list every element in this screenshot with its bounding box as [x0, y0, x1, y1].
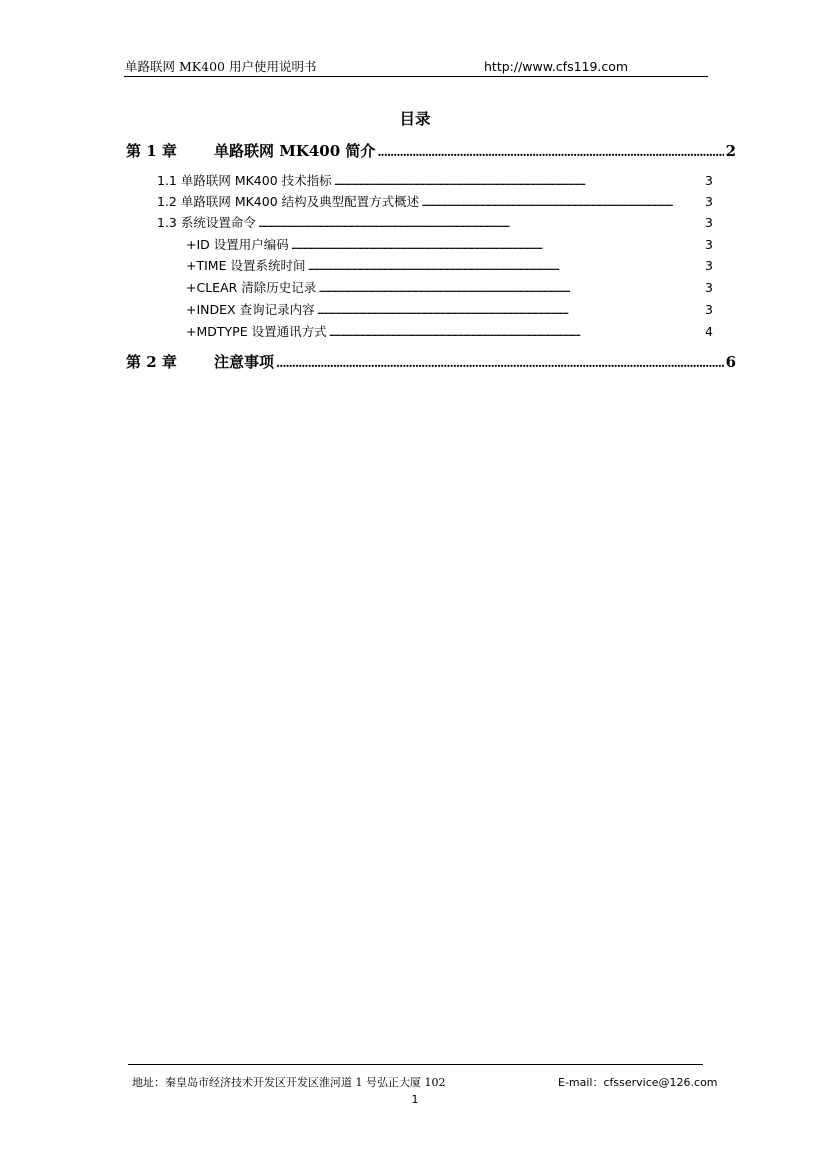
footer-rule: [128, 1064, 703, 1065]
toc-entry-clear[interactable]: [186, 279, 713, 298]
toc-entry-title: 单路联网 MK400 简介: [214, 142, 376, 160]
footer-address: 地址：秦皇岛市经济技术开发区开发区淮河道 1 号弘正大厦 102: [132, 1076, 446, 1089]
toc-leader: [307, 258, 703, 276]
toc-entry-page: 3: [705, 194, 713, 209]
toc-entry-title: 注意事项: [214, 353, 275, 371]
toc-entry-1-2[interactable]: [157, 193, 713, 212]
toc-entry-page: 2: [725, 142, 736, 160]
toc-entry-title: +CLEAR 清除历史记录: [186, 280, 317, 295]
toc-entry-label: [126, 352, 274, 372]
toc-chapter-number: 第 2 章: [126, 353, 177, 371]
toc-leader: [317, 302, 703, 320]
toc-entry-mdtype[interactable]: [186, 323, 713, 342]
toc-entry-page: 3: [705, 237, 713, 252]
toc-entry-page: 3: [705, 215, 713, 230]
toc-title: 目录: [399, 109, 431, 128]
toc-entry-page: 6: [725, 353, 736, 371]
toc-entry-time[interactable]: [186, 257, 713, 276]
toc-entry-index[interactable]: [186, 301, 713, 320]
toc-entry-page: 3: [705, 258, 713, 273]
toc-leader: [318, 280, 703, 298]
toc-chapter-number: 第 1 章: [126, 142, 177, 160]
footer-email: E-mail：cfsservice@126.com: [558, 1076, 718, 1089]
toc-leader: [291, 237, 703, 255]
toc-entry-page: 3: [705, 302, 713, 317]
toc-entry-page: 3: [705, 173, 713, 188]
toc-leader: [334, 173, 703, 191]
toc-entry-title: 1.3 系统设置命令: [157, 215, 256, 230]
toc-leader: [421, 194, 703, 212]
toc-entry-title: +MDTYPE 设置通讯方式: [186, 324, 327, 339]
toc-entry-1-3[interactable]: [157, 214, 713, 233]
toc-entry-id[interactable]: [186, 236, 713, 255]
toc-leader: [377, 142, 723, 162]
page-number: 1: [411, 1093, 419, 1106]
toc-entry-chapter-2[interactable]: [126, 352, 736, 373]
toc-entry-title: +ID 设置用户编码: [186, 237, 289, 252]
toc-entry-label: [126, 141, 375, 161]
toc-leader: [329, 324, 703, 342]
toc-entry-title: 1.1 单路联网 MK400 技术指标: [157, 173, 332, 188]
toc-entry-page: 4: [705, 324, 713, 339]
header-url: http://www.cfs119.com: [484, 59, 629, 74]
toc-leader: [276, 353, 724, 373]
toc-entry-1-1[interactable]: [157, 172, 713, 191]
header-rule: [124, 76, 708, 77]
toc-entry-title: 1.2 单路联网 MK400 结构及典型配置方式概述: [157, 194, 420, 209]
toc-leader: [258, 215, 703, 233]
toc-entry-page: 3: [705, 280, 713, 295]
toc-entry-title: +INDEX 查询记录内容: [186, 302, 315, 317]
toc-entry-chapter-1[interactable]: [126, 141, 736, 162]
toc-entry-title: +TIME 设置系统时间: [186, 258, 306, 273]
header-title: 单路联网 MK400 用户使用说明书: [125, 59, 317, 74]
